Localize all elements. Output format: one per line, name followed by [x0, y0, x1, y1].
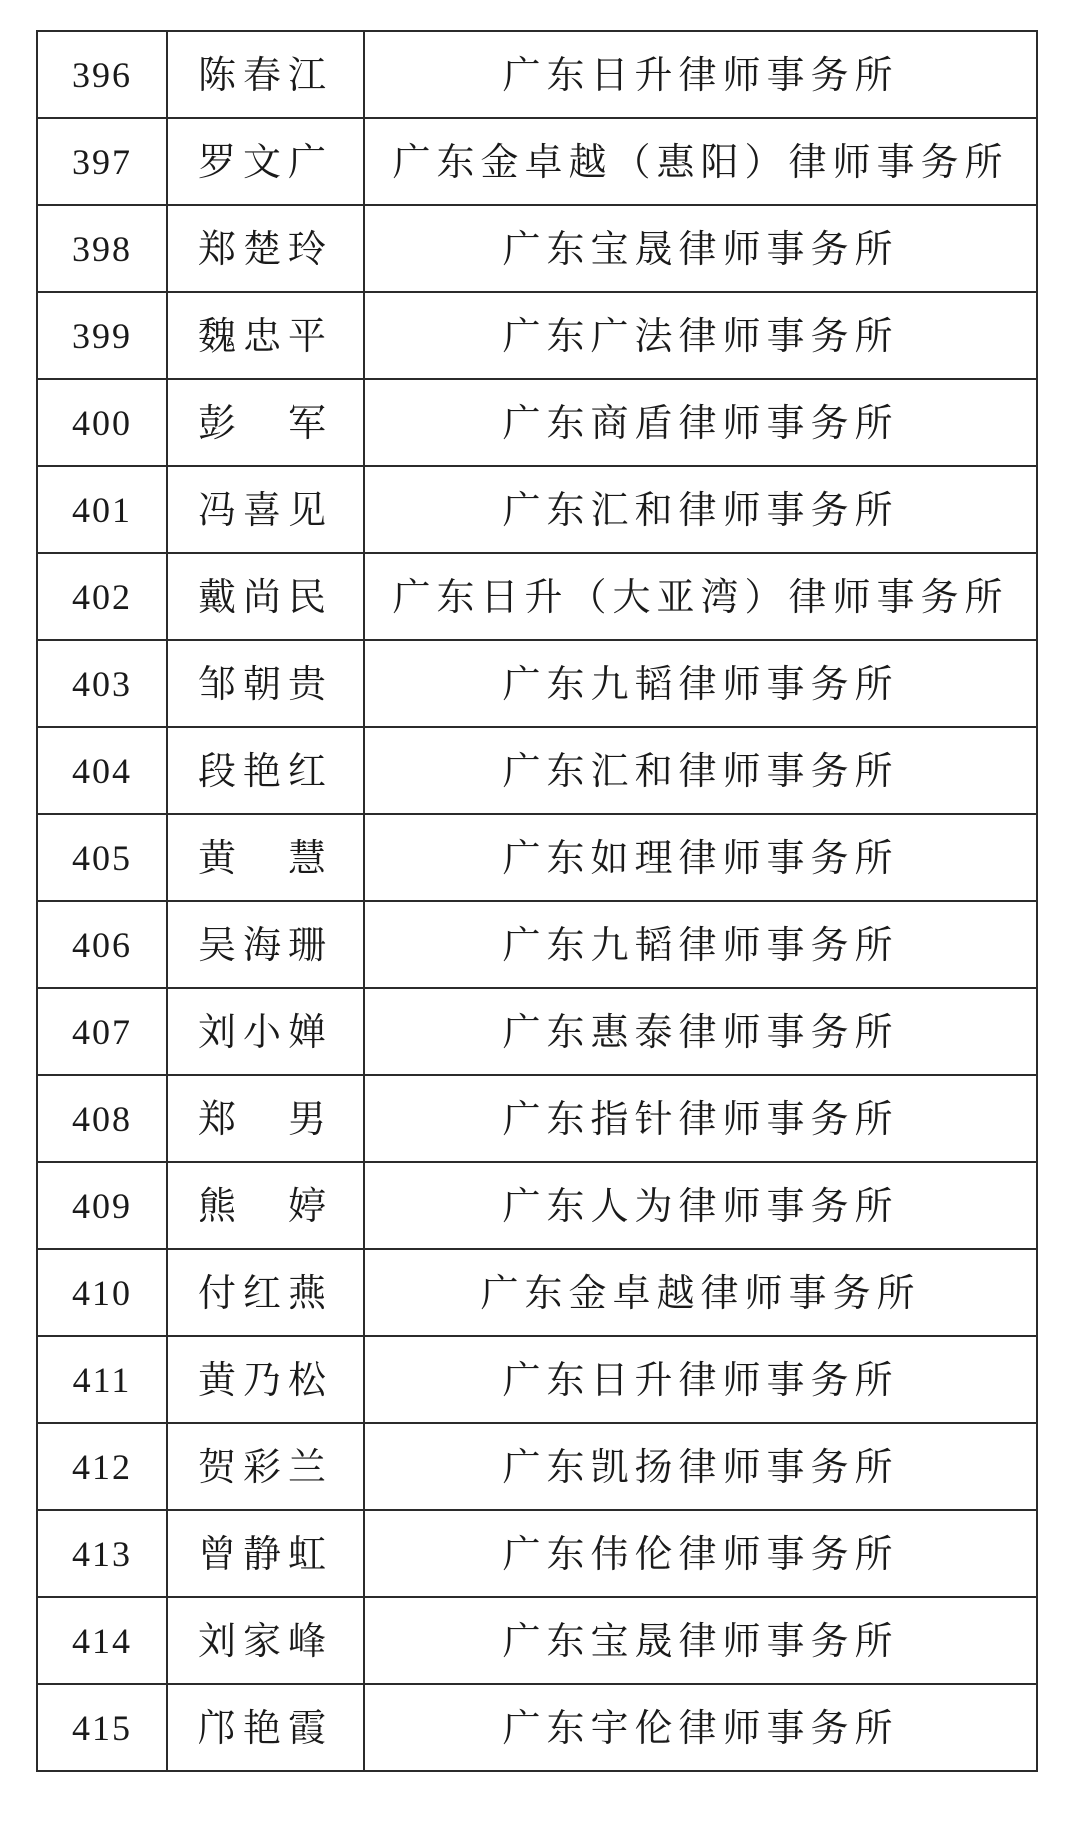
row-number: 401	[37, 466, 167, 553]
lawyer-name: 吴海珊	[167, 901, 364, 988]
table-row	[37, 1423, 1037, 1510]
row-number: 408	[37, 1075, 167, 1162]
law-firm: 广东汇和律师事务所	[364, 727, 1037, 814]
lawyer-name: 付红燕	[167, 1249, 364, 1336]
lawyer-name: 黄乃松	[167, 1336, 364, 1423]
law-firm: 广东金卓越（惠阳）律师事务所	[364, 118, 1037, 205]
table-row	[37, 727, 1037, 814]
lawyer-name: 彭 军	[167, 379, 364, 466]
law-firm: 广东九韬律师事务所	[364, 640, 1037, 727]
row-number: 409	[37, 1162, 167, 1249]
row-number: 412	[37, 1423, 167, 1510]
table-row	[37, 640, 1037, 727]
row-number: 407	[37, 988, 167, 1075]
row-number: 398	[37, 205, 167, 292]
lawyer-name: 郑 男	[167, 1075, 364, 1162]
law-firm: 广东惠泰律师事务所	[364, 988, 1037, 1075]
law-firm: 广东宝晟律师事务所	[364, 205, 1037, 292]
table-row	[37, 901, 1037, 988]
law-firm: 广东伟伦律师事务所	[364, 1510, 1037, 1597]
row-number: 406	[37, 901, 167, 988]
table-row	[37, 988, 1037, 1075]
table-row	[37, 553, 1037, 640]
row-number: 397	[37, 118, 167, 205]
lawyer-name: 冯喜见	[167, 466, 364, 553]
law-firm: 广东日升律师事务所	[364, 31, 1037, 118]
row-number: 399	[37, 292, 167, 379]
row-number: 400	[37, 379, 167, 466]
law-firm: 广东日升律师事务所	[364, 1336, 1037, 1423]
row-number: 403	[37, 640, 167, 727]
row-number: 415	[37, 1684, 167, 1771]
row-number: 411	[37, 1336, 167, 1423]
law-firm: 广东宇伦律师事务所	[364, 1684, 1037, 1771]
table-row	[37, 814, 1037, 901]
lawyer-name: 刘小婵	[167, 988, 364, 1075]
law-firm: 广东金卓越律师事务所	[364, 1249, 1037, 1336]
lawyer-roster-table	[36, 30, 1038, 1772]
row-number: 410	[37, 1249, 167, 1336]
table-row	[37, 1684, 1037, 1771]
law-firm: 广东九韬律师事务所	[364, 901, 1037, 988]
lawyer-name: 陈春江	[167, 31, 364, 118]
law-firm: 广东汇和律师事务所	[364, 466, 1037, 553]
table-row	[37, 1510, 1037, 1597]
law-firm: 广东凯扬律师事务所	[364, 1423, 1037, 1510]
law-firm: 广东日升（大亚湾）律师事务所	[364, 553, 1037, 640]
table-row	[37, 205, 1037, 292]
table-row	[37, 466, 1037, 553]
table-row	[37, 1162, 1037, 1249]
law-firm: 广东商盾律师事务所	[364, 379, 1037, 466]
table-row	[37, 1336, 1037, 1423]
law-firm: 广东人为律师事务所	[364, 1162, 1037, 1249]
lawyer-name: 熊 婷	[167, 1162, 364, 1249]
lawyer-name: 黄 慧	[167, 814, 364, 901]
row-number: 413	[37, 1510, 167, 1597]
row-number: 414	[37, 1597, 167, 1684]
row-number: 396	[37, 31, 167, 118]
lawyer-name: 戴尚民	[167, 553, 364, 640]
lawyer-name: 刘家峰	[167, 1597, 364, 1684]
roster-body	[37, 31, 1037, 1771]
row-number: 405	[37, 814, 167, 901]
table-row	[37, 1249, 1037, 1336]
lawyer-name: 邝艳霞	[167, 1684, 364, 1771]
lawyer-name: 罗文广	[167, 118, 364, 205]
table-row	[37, 118, 1037, 205]
table-row	[37, 379, 1037, 466]
table-row	[37, 1597, 1037, 1684]
lawyer-name: 贺彩兰	[167, 1423, 364, 1510]
law-firm: 广东广法律师事务所	[364, 292, 1037, 379]
row-number: 404	[37, 727, 167, 814]
lawyer-name: 曾静虹	[167, 1510, 364, 1597]
lawyer-name: 段艳红	[167, 727, 364, 814]
lawyer-name: 邹朝贵	[167, 640, 364, 727]
table-row	[37, 292, 1037, 379]
lawyer-name: 魏忠平	[167, 292, 364, 379]
table-row	[37, 1075, 1037, 1162]
table-row	[37, 31, 1037, 118]
lawyer-name: 郑楚玲	[167, 205, 364, 292]
law-firm: 广东如理律师事务所	[364, 814, 1037, 901]
law-firm: 广东指针律师事务所	[364, 1075, 1037, 1162]
row-number: 402	[37, 553, 167, 640]
law-firm: 广东宝晟律师事务所	[364, 1597, 1037, 1684]
